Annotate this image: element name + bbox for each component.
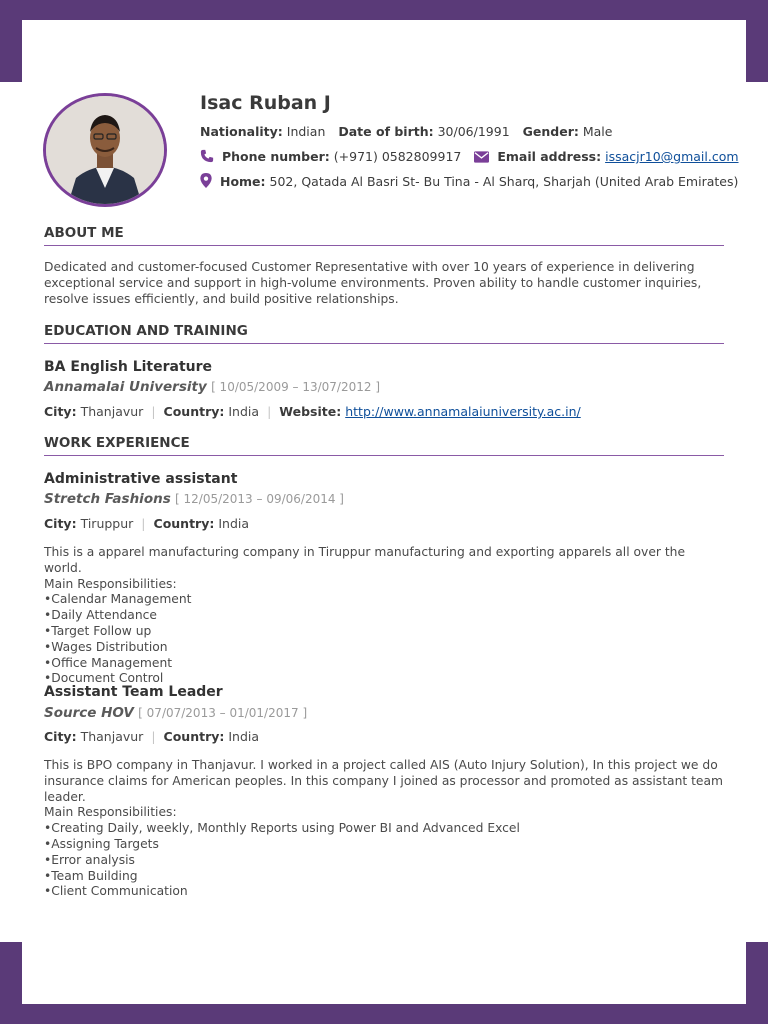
dob-label: Date of birth: — [338, 124, 434, 139]
responsibility-item: • Team Building — [44, 869, 724, 885]
about-text: Dedicated and customer-focused Customer Representative with over 10 years of experience in delivering exceptional service and support in high-volume environments. Proven ability to handle customer inquiries, resolve issues efficiently, and build positive relationships. — [44, 260, 702, 306]
nationality-value: Indian — [286, 124, 326, 139]
phone-label: Phone number: — [221, 149, 330, 164]
job-description-block — [44, 758, 724, 900]
job-description: This is a apparel manufacturing company in Tiruppur manufacturing and exporting apparels all over the world. — [44, 545, 686, 575]
job-title: Administrative assistant — [44, 471, 238, 487]
job-org-line — [44, 491, 344, 507]
frame-left-gap — [0, 82, 22, 942]
job-meta: City: Tiruppur | Country: India — [44, 516, 250, 531]
education-meta: City: Thanjavur | Country: India | Website: http://www.annamalaiuniversity.ac.in/ — [44, 404, 581, 419]
phone-icon — [200, 149, 214, 166]
job-description-block — [44, 545, 724, 687]
education-website-link[interactable]: http://www.annamalaiuniversity.ac.in/ — [345, 404, 581, 419]
job-country: India — [228, 729, 260, 744]
envelope-icon — [474, 151, 489, 166]
home-label: Home: — [219, 174, 266, 189]
phone-value: (+971) 0582809917 — [333, 149, 462, 164]
email-label: Email address: — [497, 149, 602, 164]
job-company: Source HOV — [44, 705, 134, 721]
education-title: BA English Literature — [44, 359, 213, 375]
education-website-label: Website: — [279, 404, 342, 419]
education-org-line — [44, 379, 380, 395]
education-dates: [ 10/05/2009 – 13/07/2012 ] — [211, 380, 381, 394]
job-meta: City: Thanjavur | Country: India — [44, 729, 260, 744]
email-link[interactable]: issacjr10@gmail.com — [605, 149, 739, 164]
profile-photo — [43, 93, 167, 207]
candidate-name: Isac Ruban J — [200, 92, 331, 114]
job-dates: [ 07/07/2013 – 01/01/2017 ] — [138, 706, 308, 720]
education-heading: EDUCATION AND TRAINING — [44, 323, 724, 344]
education-institution: Annamalai University — [44, 379, 207, 395]
responsibility-item: • Daily Attendance — [44, 608, 724, 624]
work-heading: WORK EXPERIENCE — [44, 435, 724, 456]
job-country-label: Country: — [163, 729, 225, 744]
responsibility-item: • Calendar Management — [44, 592, 724, 608]
job-company: Stretch Fashions — [44, 491, 171, 507]
responsibility-item: • Client Communication — [44, 884, 724, 900]
responsibility-item: • Creating Daily, weekly, Monthly Reports using Power BI and Advanced Excel — [44, 821, 724, 837]
responsibilities-label: Main Responsibilities: — [44, 805, 177, 820]
job-description: This is BPO company in Thanjavur. I worked in a project called AIS (Auto Injury Solution), In this project we do insurance claims for American peoples. In this company I joined as processor and promoted as assistant team leader. — [44, 758, 723, 804]
home-line — [200, 173, 738, 191]
job-org-line — [44, 705, 307, 721]
map-pin-icon — [200, 173, 212, 191]
home-value: 502, Qatada Al Basri St- Bu Tina - Al Sharq, Sharjah (United Arab Emirates) — [269, 174, 739, 189]
responsibilities-list — [44, 592, 724, 687]
job-country-label: Country: — [153, 516, 215, 531]
frame-right-gap — [746, 82, 768, 942]
about-heading: ABOUT ME — [44, 225, 724, 246]
responsibilities-label: Main Responsibilities: — [44, 576, 177, 591]
responsibility-item: • Target Follow up — [44, 624, 724, 640]
job-country: India — [218, 516, 250, 531]
dob-value: 30/06/1991 — [437, 124, 510, 139]
job-city-label: City: — [44, 729, 77, 744]
responsibility-item: • Document Control — [44, 671, 724, 687]
nationality-label: Nationality: — [200, 124, 283, 139]
responsibility-item: • Wages Distribution — [44, 640, 724, 656]
gender-value: Male — [582, 124, 613, 139]
personal-details-line — [200, 124, 612, 139]
job-city: Thanjavur — [80, 729, 144, 744]
responsibility-item: • Assigning Targets — [44, 837, 724, 853]
education-city: Thanjavur — [80, 404, 144, 419]
job-city-label: City: — [44, 516, 77, 531]
gender-label: Gender: — [522, 124, 579, 139]
job-city: Tiruppur — [80, 516, 134, 531]
education-country: India — [228, 404, 260, 419]
education-country-label: Country: — [163, 404, 225, 419]
job-dates: [ 12/05/2013 – 09/06/2014 ] — [175, 492, 344, 506]
job-title: Assistant Team Leader — [44, 684, 223, 700]
responsibility-item: • Error analysis — [44, 853, 724, 869]
education-city-label: City: — [44, 404, 77, 419]
contact-line — [200, 149, 739, 166]
person-portrait-image — [46, 96, 164, 204]
responsibility-item: • Office Management — [44, 656, 724, 672]
responsibilities-list — [44, 821, 724, 900]
